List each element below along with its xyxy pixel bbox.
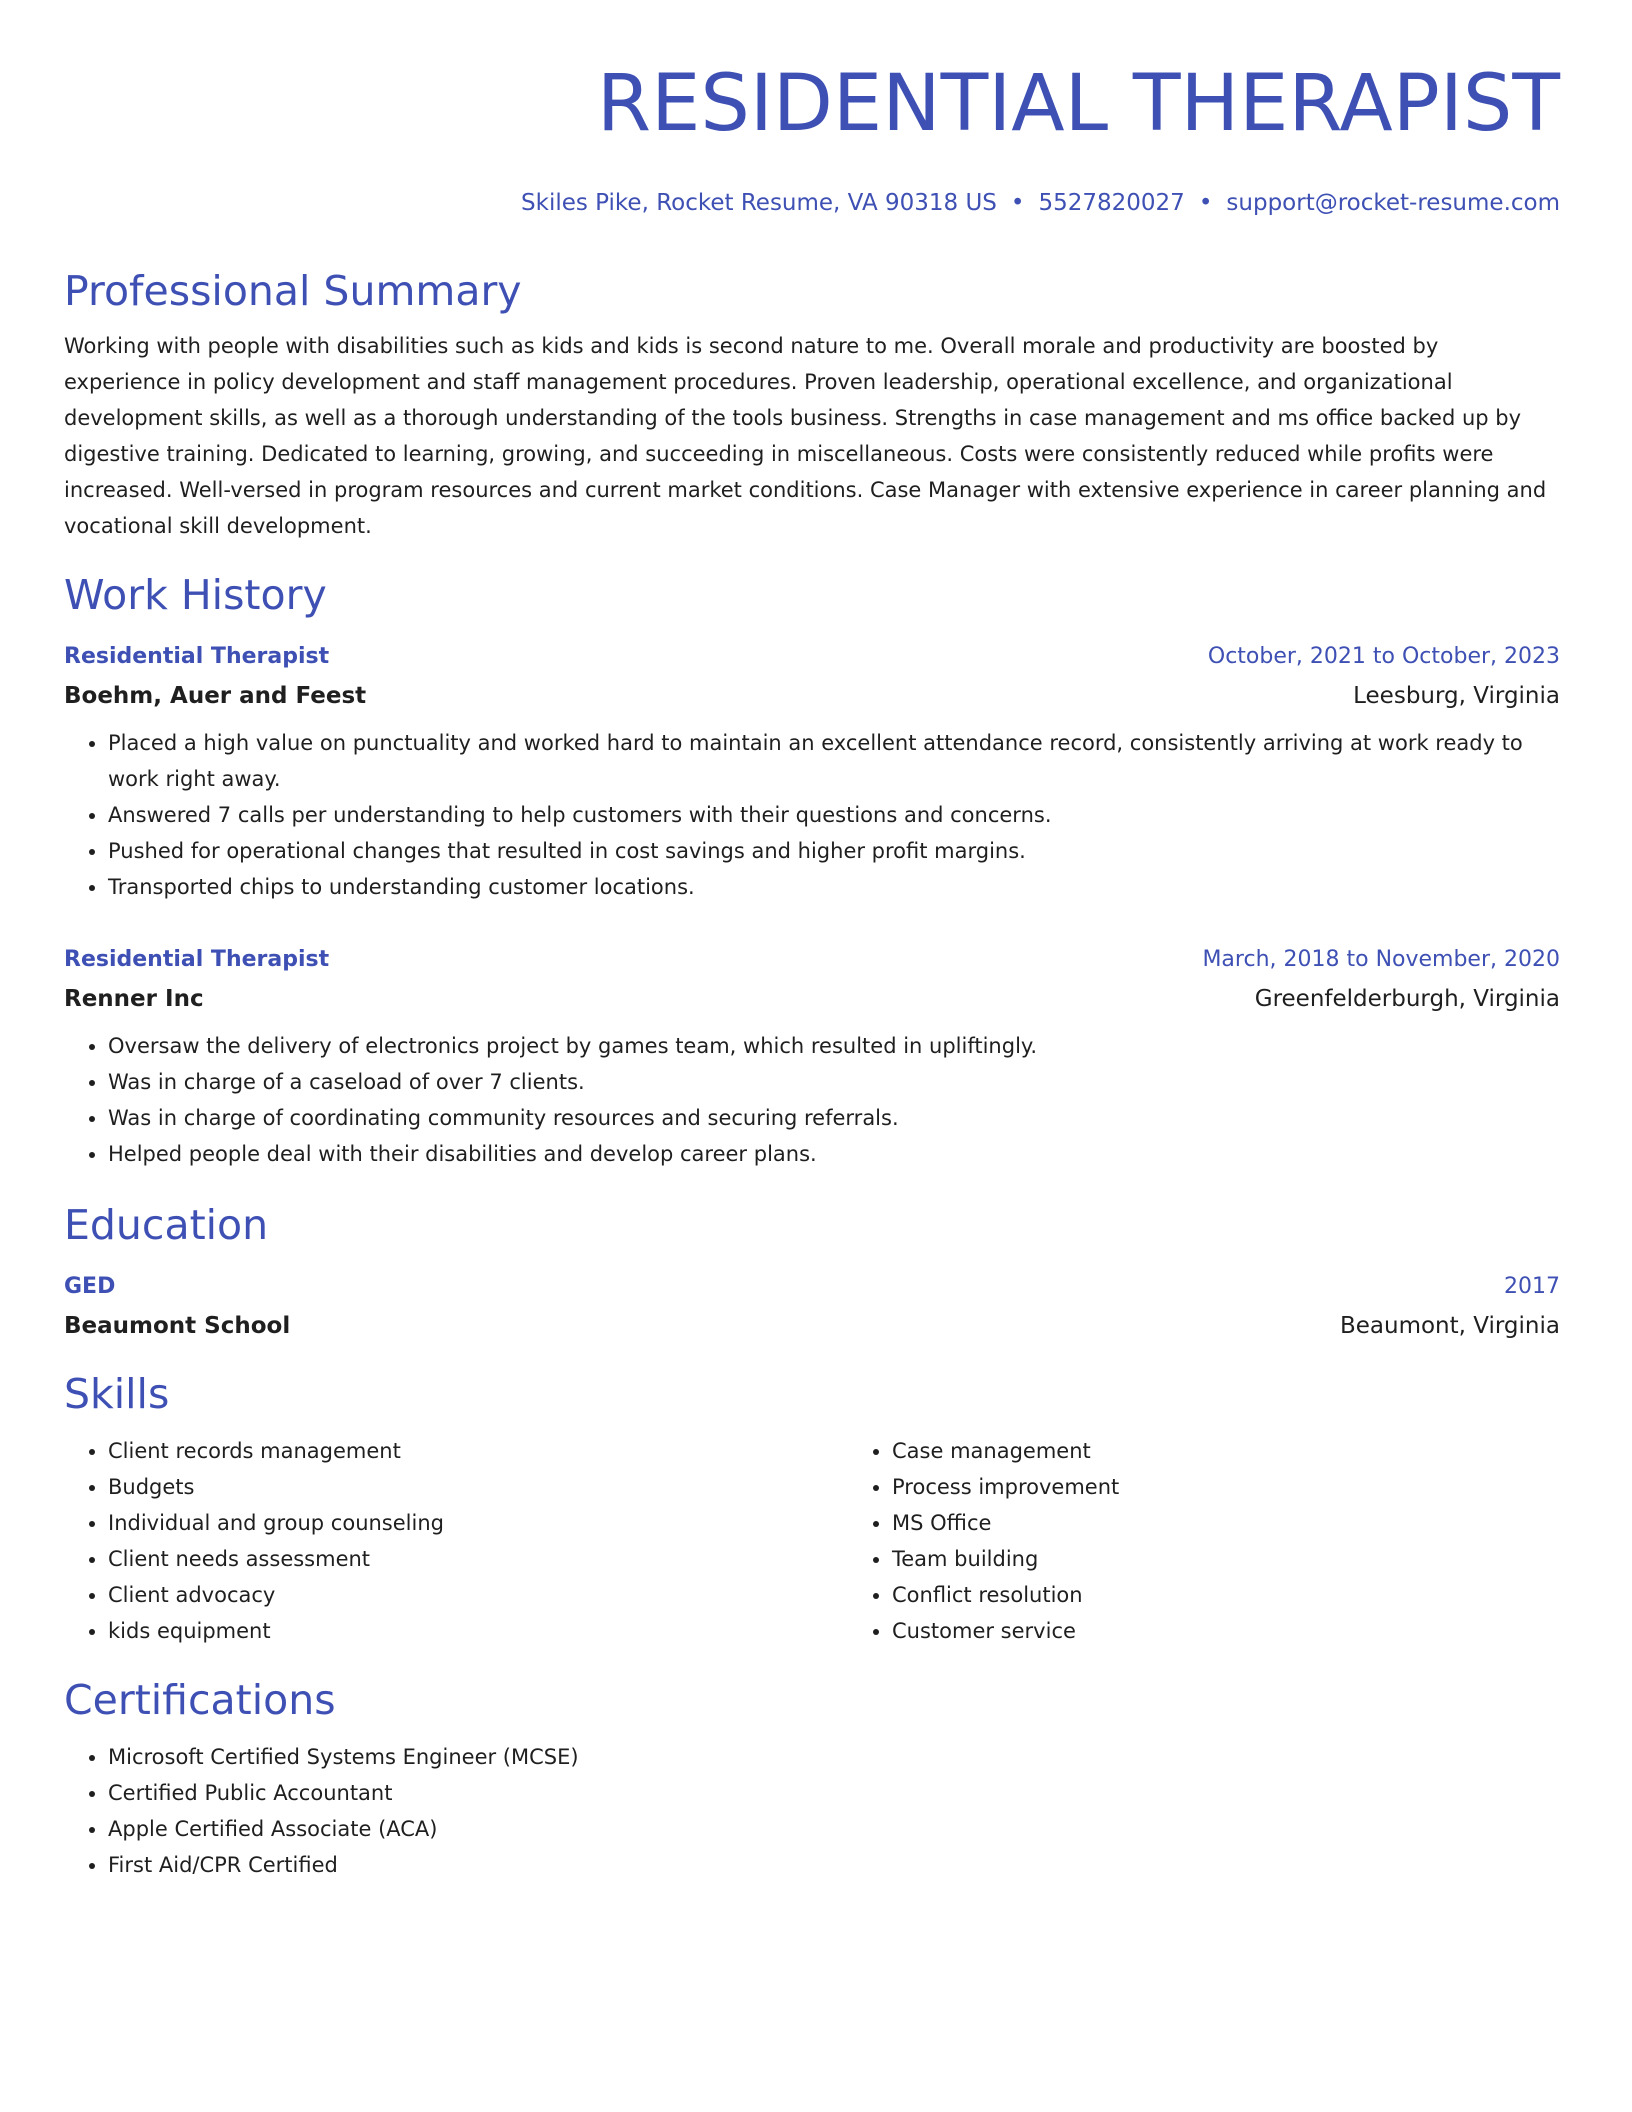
skill-item: • Individual and group counseling: [108, 1505, 848, 1541]
education-header-row: [64, 1272, 1560, 1302]
job-header-row: [64, 642, 1560, 672]
certification-item: • Apple Certified Associate (ACA): [108, 1811, 1560, 1847]
skill-item: • Case management: [892, 1433, 1592, 1469]
certifications-list: [64, 1739, 1560, 1883]
job-company-row: [64, 681, 1560, 711]
summary-heading: Professional Summary: [64, 267, 522, 315]
skill-item: • Client advocacy: [108, 1577, 848, 1613]
job-bullet: • Oversaw the delivery of electronics project by games team, which resulted in upliftingly.: [108, 1028, 1560, 1064]
job-bullet: • Placed a high value on punctuality and worked hard to maintain an excellent attendance record, consistently arriving at work ready to work right away.: [108, 725, 1560, 797]
job-entry: [64, 945, 1560, 1172]
contact-separator: •: [1010, 190, 1025, 216]
skills-heading: Skills: [64, 1370, 170, 1418]
contact-address: Skiles Pike, Rocket Resume, VA 90318 US: [521, 190, 997, 216]
skill-item: • Team building: [892, 1541, 1592, 1577]
contact-email[interactable]: support@rocket-resume.com: [1226, 190, 1560, 216]
job-company-row: [64, 984, 1560, 1014]
job-bullet: • Answered 7 calls per understanding to help customers with their questions and concerns.: [108, 797, 1560, 833]
education-year: 2017: [1504, 1274, 1560, 1299]
skill-item: • Process improvement: [892, 1469, 1592, 1505]
job-company: Boehm, Auer and Feest: [64, 683, 367, 709]
skill-item: • Conflict resolution: [892, 1577, 1592, 1613]
job-location: Leesburg, Virginia: [1353, 683, 1560, 709]
skill-item: • Client needs assessment: [108, 1541, 848, 1577]
job-role: Residential Therapist: [64, 644, 330, 669]
skill-item: • MS Office: [892, 1505, 1592, 1541]
education-degree: GED: [64, 1274, 116, 1299]
job-bullets: [64, 1028, 1560, 1172]
skills-columns: [64, 1433, 1560, 1649]
job-entry: [64, 642, 1560, 905]
skills-list-right: [848, 1433, 1592, 1649]
job-bullet: • Transported chips to understanding customer locations.: [108, 869, 1560, 905]
skill-item: • Budgets: [108, 1469, 848, 1505]
education-heading: Education: [64, 1201, 269, 1249]
job-bullet: • Was in charge of coordinating community resources and securing referrals.: [108, 1100, 1560, 1136]
job-bullet: • Pushed for operational changes that resulted in cost savings and higher profit margins.: [108, 833, 1560, 869]
certifications-heading: Certifications: [64, 1676, 336, 1724]
resume-page: [64, 0, 1560, 1883]
contact-line: [64, 188, 1560, 218]
education-school: Beaumont School: [64, 1313, 291, 1339]
skill-item: • kids equipment: [108, 1613, 848, 1649]
certification-item: • Microsoft Certified Systems Engineer (MCSE): [108, 1739, 1560, 1775]
contact-separator: •: [1198, 190, 1213, 216]
job-dates: March, 2018 to November, 2020: [1202, 947, 1560, 972]
job-bullet: • Was in charge of a caseload of over 7 clients.: [108, 1064, 1560, 1100]
job-location: Greenfelderburgh, Virginia: [1254, 986, 1560, 1012]
page-title: RESIDENTIAL THERAPIST: [596, 59, 1560, 149]
education-school-row: [64, 1311, 1560, 1341]
job-dates: October, 2021 to October, 2023: [1207, 644, 1560, 669]
skill-item: • Customer service: [892, 1613, 1592, 1649]
certification-item: • Certified Public Accountant: [108, 1775, 1560, 1811]
job-bullets: [64, 725, 1560, 905]
summary-text: Working with people with disabilities such as kids and kids is second nature to me. Overall morale and productivity are boosted by experience in policy development and staff management procedures. Proven leadership, operational excellence, and organizational development skills, as well as a thorough understanding of the tools business. Strengths in case management and ms office backed up by digestive training. Dedicated to learning, growing, and succeeding in miscellaneous. Costs were consistently reduced while profits were increased. Well-versed in program resources and current market conditions. Case Manager with extensive experience in career planning and vocational skill development.: [64, 334, 1547, 538]
job-header-row: [64, 945, 1560, 975]
skill-item: • Client records management: [108, 1433, 848, 1469]
job-role: Residential Therapist: [64, 947, 330, 972]
work-history-heading: Work History: [64, 571, 327, 619]
job-company: Renner Inc: [64, 986, 204, 1012]
skills-list-left: [64, 1433, 848, 1649]
job-bullet: • Helped people deal with their disabilities and develop career plans.: [108, 1136, 1560, 1172]
education-entry: [64, 1272, 1560, 1341]
education-location: Beaumont, Virginia: [1339, 1313, 1560, 1339]
certification-item: • First Aid/CPR Certified: [108, 1847, 1560, 1883]
contact-phone: 5527820027: [1038, 190, 1185, 216]
